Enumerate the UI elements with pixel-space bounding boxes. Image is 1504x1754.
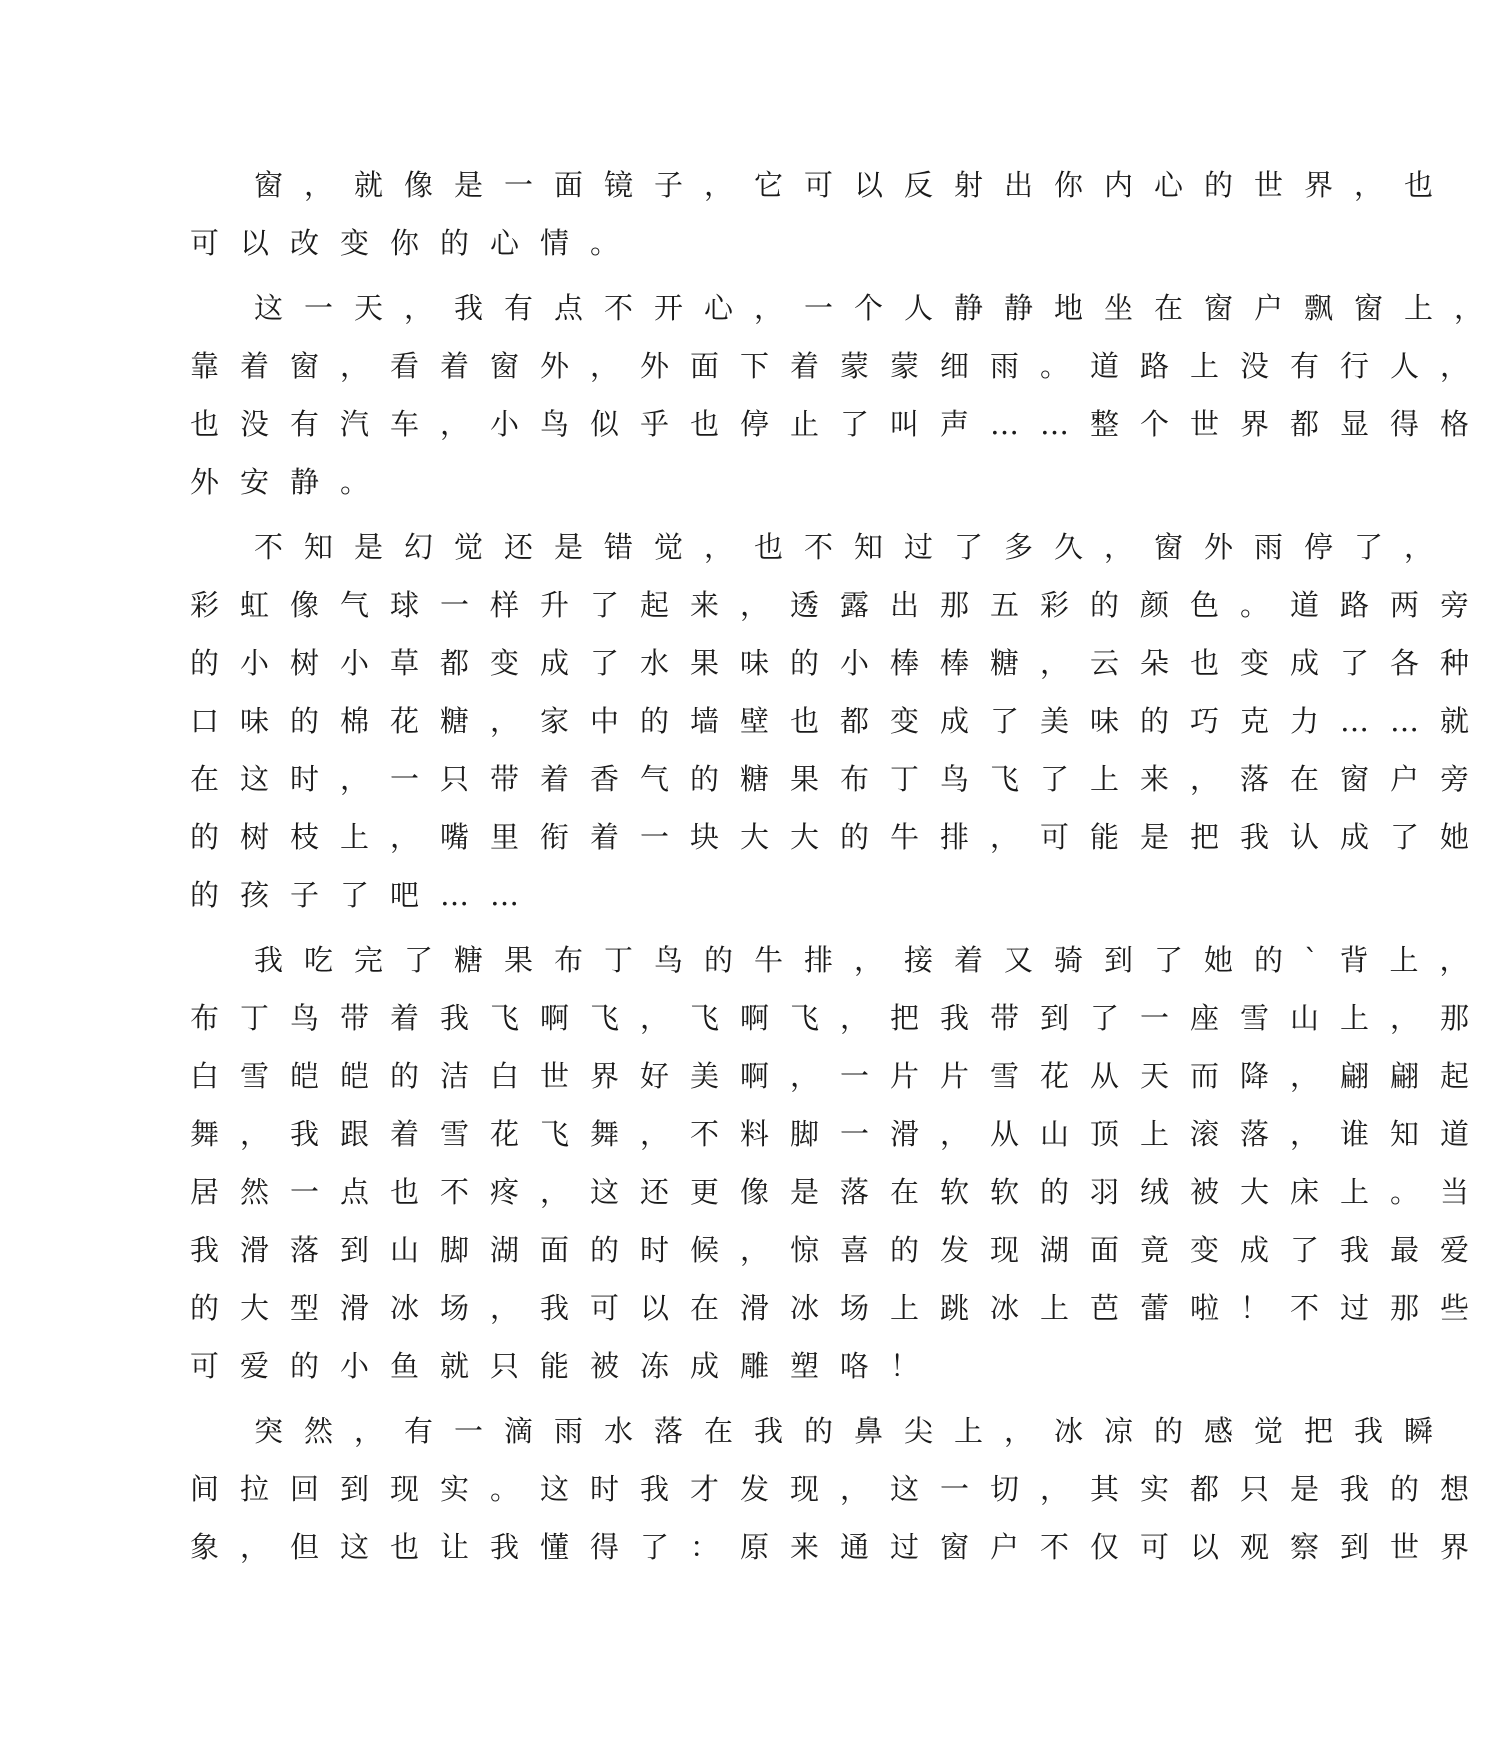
text-line: 我滑落到山脚湖面的时候，惊喜的发现湖面竟变成了我最爱	[190, 1233, 1491, 1267]
paragraph-3	[190, 518, 1491, 924]
text-line: 的小树小草都变成了水果味的小棒棒糖，云朵也变成了各种	[190, 646, 1491, 680]
text-line: 突然，有一滴雨水落在我的鼻尖上，冰凉的感觉把我瞬	[254, 1414, 1455, 1448]
text-line: 的大型滑冰场，我可以在滑冰场上跳冰上芭蕾啦！不过那些	[190, 1291, 1491, 1325]
text-line: 彩虹像气球一样升了起来，透露出那五彩的颜色。道路两旁	[190, 588, 1491, 622]
text-line: 的树枝上，嘴里衔着一块大大的牛排，可能是把我认成了她	[190, 820, 1491, 854]
paragraph-1	[190, 156, 1455, 272]
essay-body	[190, 156, 1504, 1583]
text-line: 布丁鸟带着我飞啊飞，飞啊飞，把我带到了一座雪山上，那	[190, 1001, 1491, 1035]
text-line: 在这时，一只带着香气的糖果布丁鸟飞了上来，落在窗户旁	[190, 762, 1491, 796]
text-line: 外安静。	[190, 465, 391, 499]
text-line: 舞，我跟着雪花飞舞，不料脚一滑，从山顶上滚落，谁知道	[190, 1117, 1491, 1151]
text-line: 白雪皑皑的洁白世界好美啊，一片片雪花从天而降，翩翩起	[190, 1059, 1491, 1093]
text-line: 间拉回到现实。这时我才发现，这一切，其实都只是我的想	[190, 1472, 1491, 1506]
text-line: 象，但这也让我懂得了：原来通过窗户不仅可以观察到世界	[190, 1530, 1491, 1564]
paragraph-4	[190, 931, 1491, 1395]
text-line: 靠着窗，看着窗外，外面下着蒙蒙细雨。道路上没有行人，	[190, 349, 1491, 383]
paragraph-5	[190, 1402, 1491, 1576]
paragraph-2	[190, 279, 1504, 511]
text-line: 窗，就像是一面镜子，它可以反射出你内心的世界，也	[254, 168, 1455, 202]
text-line: 口味的棉花糖，家中的墙壁也都变成了美味的巧克力……就	[190, 704, 1491, 738]
text-line: 可以改变你的心情。	[190, 226, 641, 260]
text-line: 可爱的小鱼就只能被冻成雕塑咯！	[190, 1349, 941, 1383]
text-line: 不知是幻觉还是错觉，也不知过了多久，窗外雨停了，	[254, 530, 1455, 564]
text-line: 我吃完了糖果布丁鸟的牛排，接着又骑到了她的`背上，	[254, 943, 1490, 977]
text-line: 也没有汽车，小鸟似乎也停止了叫声……整个世界都显得格	[190, 407, 1491, 441]
text-line: 这一天，我有点不开心，一个人静静地坐在窗户飘窗上，	[254, 291, 1504, 325]
text-line: 的孩子了吧……	[190, 878, 541, 912]
text-line: 居然一点也不疼，这还更像是落在软软的羽绒被大床上。当	[190, 1175, 1491, 1209]
